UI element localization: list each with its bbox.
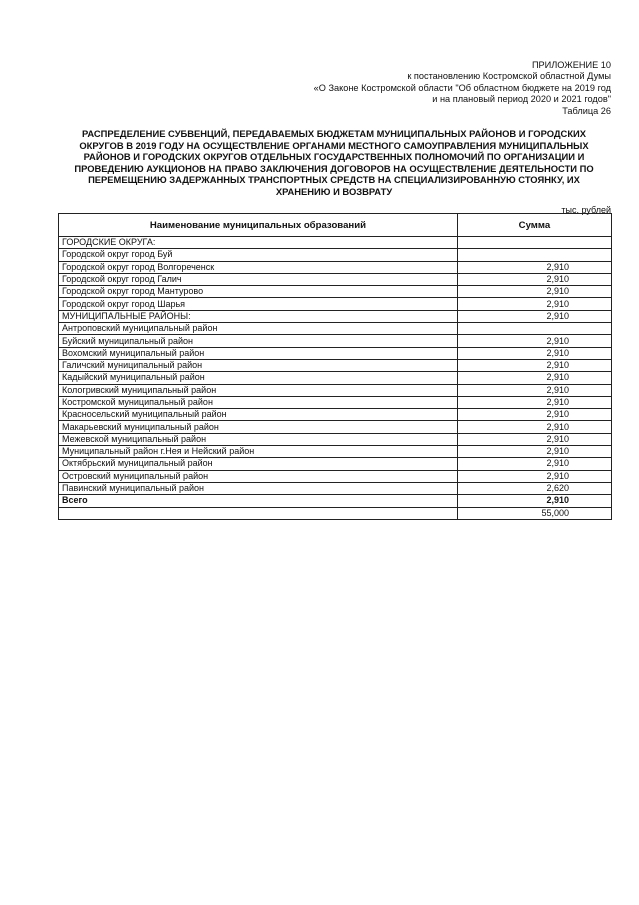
column-header-name: Наименование муниципальных образований (59, 214, 458, 237)
document-title (60, 128, 608, 198)
amount-cell: 2,910 (457, 298, 611, 310)
table-row (59, 396, 612, 408)
municipality-name-cell: Городской округ город Волгореченск (59, 261, 458, 273)
appendix-header (314, 60, 611, 117)
municipality-name-cell: МУНИЦИПАЛЬНЫЕ РАЙОНЫ: (59, 310, 458, 322)
table-row (59, 286, 612, 298)
table-row (59, 470, 612, 482)
table-row (59, 372, 612, 384)
municipality-name-cell: Павинский муниципальный район (59, 482, 458, 494)
municipality-name-cell: Красносельский муниципальный район (59, 409, 458, 421)
amount-cell: 2,910 (457, 458, 611, 470)
amount-cell: 2,910 (457, 421, 611, 433)
municipality-name-cell: Вохомский муниципальный район (59, 347, 458, 359)
table-row (59, 421, 612, 433)
municipality-name-cell: Галичский муниципальный район (59, 359, 458, 371)
column-header-sum: Сумма (457, 214, 611, 237)
header-line-2: к постановлению Костромской областной Думы (407, 71, 611, 82)
table-row (59, 409, 612, 421)
municipality-name-cell: Октябрьский муниципальный район (59, 458, 458, 470)
municipality-name-cell: Городской округ город Галич (59, 273, 458, 285)
title-line-1: РАСПРЕДЕЛЕНИЕ СУБВЕНЦИЙ, ПЕРЕДАВАЕМЫХ БЮДЖЕТАМ МУНИЦИПАЛЬНЫХ РАЙОНОВ И ГОРОДСКИХ (81, 128, 587, 139)
subvention-table (58, 213, 612, 520)
header-line-4: и на плановый период 2020 и 2021 годов" (432, 94, 611, 105)
table-row (59, 249, 612, 261)
table-row (59, 298, 612, 310)
table-row (59, 446, 612, 458)
units-label: тыс. рублей (561, 205, 611, 215)
municipality-name-cell: Буйский муниципальный район (59, 335, 458, 347)
amount-cell: 55,000 (457, 507, 611, 519)
table-row (59, 384, 612, 396)
amount-cell: 2,910 (457, 372, 611, 384)
table-row (59, 273, 612, 285)
table-row (59, 237, 612, 249)
municipality-name-cell: Городской округ город Буй (59, 249, 458, 261)
municipality-name-cell: Городской округ город Шарья (59, 298, 458, 310)
table-header-row (59, 214, 612, 237)
table-row (59, 359, 612, 371)
municipality-name-cell: Межевской муниципальный район (59, 433, 458, 445)
header-line-5: Таблица 26 (562, 105, 611, 116)
title-line-6: ХРАНЕНИЮ И ВОЗВРАТУ (275, 185, 393, 197)
amount-cell: 2,910 (457, 310, 611, 322)
amount-cell: 2,620 (457, 482, 611, 494)
amount-cell (457, 237, 611, 249)
title-line-2: ОКРУГОВ В 2019 ГОДУ НА ОСУЩЕСТВЛЕНИЕ ОРГАНАМИ МЕСТНОГО САМОУПРАВЛЕНИЯ МУНИЦИПАЛЬНЫХ (79, 139, 589, 151)
table-row (59, 507, 612, 519)
amount-cell (457, 323, 611, 335)
amount-cell: 2,910 (457, 359, 611, 371)
amount-cell: 2,910 (457, 286, 611, 298)
table-row (59, 261, 612, 273)
table-row (59, 335, 612, 347)
table-row (59, 458, 612, 470)
title-line-3: РАЙОНОВ И ГОРОДСКИХ ОКРУГОВ ОТДЕЛЬНЫХ ГОСУДАРСТВЕННЫХ ПОЛНОМОЧИЙ ПО ОРГАНИЗАЦИИ И (83, 151, 585, 163)
header-line-3: «О Законе Костромской области "Об областном бюджете на 2019 год (313, 82, 611, 93)
table-body (59, 237, 612, 520)
municipality-name-cell: Муниципальный район г.Нея и Нейский район (59, 446, 458, 458)
table-row (59, 323, 612, 335)
amount-cell: 2,910 (457, 384, 611, 396)
amount-cell: 2,910 (457, 273, 611, 285)
amount-cell (457, 249, 611, 261)
header-line-1: ПРИЛОЖЕНИЕ 10 (531, 60, 611, 70)
municipality-name-cell: Макарьевский муниципальный район (59, 421, 458, 433)
amount-cell: 2,910 (457, 335, 611, 347)
amount-cell: 2,910 (457, 470, 611, 482)
amount-cell: 2,910 (457, 347, 611, 359)
municipality-name-cell: Кологривский муниципальный район (59, 384, 458, 396)
municipality-name-cell: Островский муниципальный район (59, 470, 458, 482)
municipality-name-cell (59, 507, 458, 519)
municipality-name-cell: ГОРОДСКИЕ ОКРУГА: (59, 237, 458, 249)
municipality-name-cell: Городской округ город Мантурово (59, 286, 458, 298)
amount-cell: 2,910 (457, 433, 611, 445)
municipality-name-cell: Всего (59, 495, 458, 507)
amount-cell: 2,910 (457, 409, 611, 421)
amount-cell: 2,910 (457, 396, 611, 408)
title-line-5: ПЕРЕМЕЩЕНИЮ ЗАДЕРЖАННЫХ ТРАНСПОРТНЫХ СРЕДСТВ НА СПЕЦИАЛИЗИРОВАННУЮ СТОЯНКУ, ИХ (88, 174, 580, 186)
amount-cell: 2,910 (457, 495, 611, 507)
amount-cell: 2,910 (457, 446, 611, 458)
table-row (59, 433, 612, 445)
municipality-name-cell: Антроповский муниципальный район (59, 323, 458, 335)
amount-cell: 2,910 (457, 261, 611, 273)
table-row (59, 310, 612, 322)
municipality-name-cell: Кадыйский муниципальный район (59, 372, 458, 384)
table-row (59, 495, 612, 507)
title-line-4: ПРОВЕДЕНИЮ АУКЦИОНОВ НА ПРАВО ЗАКЛЮЧЕНИЯ ДОГОВОРОВ НА ОСУЩЕСТВЛЕНИЕ ДЕЯТЕЛЬНОСТИ ПО (74, 162, 594, 174)
table-row (59, 482, 612, 494)
table-row (59, 347, 612, 359)
municipality-name-cell: Костромской муниципальный район (59, 396, 458, 408)
